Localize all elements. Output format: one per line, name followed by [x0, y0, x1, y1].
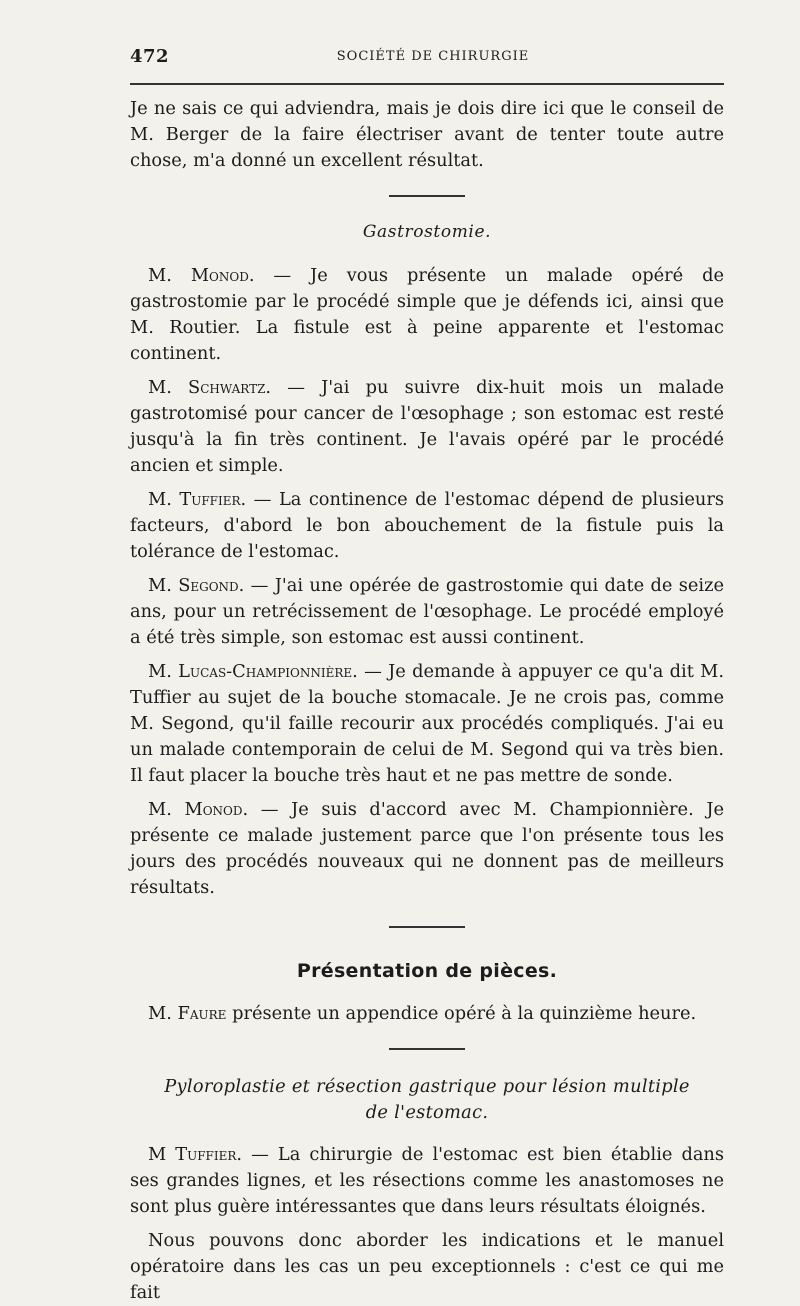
paragraph-text: — La continence de l'estomac dépend de plusieurs facteurs, d'abord le bon abouchement de la fistule puis la tolérance de l'estomac.	[130, 489, 725, 562]
paragraph-text: — Je demande à appuyer ce qu'a dit M. Tuffier au sujet de la bouche stomacale. Je ne crois pas, comme M. Segond, qu'il faille recourir aux procédés compliqués. J'ai eu un malade contemporain de celui de M. Segond qui va très bien. Il faut placer la bouche très haut et ne pas mettre de sonde.	[130, 661, 724, 786]
speaker-prefix: M.	[148, 489, 180, 510]
speaker-prefix: M.	[148, 799, 185, 820]
paragraph	[130, 1228, 724, 1306]
intro-paragraph: Je ne sais ce qui adviendra, mais je dois dire ici que le conseil de M. Berger de la faire électriser avant de tenter toute autre chose, m'a donné un excellent résultat.	[130, 98, 724, 171]
page-number: 472	[130, 46, 170, 67]
paragraph	[130, 573, 724, 651]
speaker-name: Tuffier.	[179, 489, 247, 510]
paragraph-text: présente un appendice opéré à la quinzième heure.	[226, 1003, 697, 1024]
speaker-name: Monod.	[190, 265, 255, 286]
section-divider	[389, 195, 465, 197]
paragraph-text: — J'ai pu suivre dix-huit mois un malade gastrotomisé pour cancer de l'œsophage ; son estomac est resté jusqu'à la fin très continent. Je l'avais opéré par le procédé ancien et simple.	[130, 377, 724, 476]
paragraph-text: Nous pouvons donc aborder les indications et le manuel opératoire dans les cas un peu exceptionnels : c'est ce qui me fait	[130, 1230, 724, 1303]
paragraph	[130, 1001, 724, 1027]
speaker-name: Tuffier.	[175, 1144, 243, 1165]
speaker-name: Faure	[177, 1003, 227, 1024]
paragraph	[130, 659, 724, 789]
paragraph-text: — Je vous présente un malade opéré de gastrostomie par le procédé simple que je défends ici, ainsi que M. Routier. La fistule est à peine apparente et l'estomac continent.	[130, 265, 725, 364]
paragraph	[130, 487, 724, 565]
speaker-prefix: M.	[148, 1003, 178, 1024]
paragraph-text: — J'ai une opérée de gastrostomie qui date de seize ans, pour un retrécissement de l'œsophage. Le procédé employé a été très simple, son estomac est aussi continent.	[130, 575, 724, 648]
speaker-name: Lucas-Championnière.	[178, 661, 358, 682]
speaker-prefix: M.	[148, 661, 179, 682]
speaker-name: Segond.	[178, 575, 245, 596]
section-title-gastrostomie: Gastrostomie.	[362, 222, 492, 242]
section-title-pyloroplastie: Pyloroplastie et résection gastrique pour lésion multiple de l'estomac.	[164, 1076, 690, 1123]
section-title-presentation: Présentation de pièces.	[296, 960, 558, 982]
section-divider	[389, 1048, 465, 1050]
speaker-prefix: M.	[148, 377, 189, 398]
header-rule	[130, 83, 724, 85]
paragraph	[130, 263, 724, 367]
paragraph-text: — Je suis d'accord avec M. Championnière. Je présente ce malade justement parce que l'on présente tous les jours des procédés nouveaux qui ne donnent pas de meilleurs résultats.	[130, 799, 724, 898]
paragraph	[130, 375, 724, 479]
speaker-prefix: M	[148, 1144, 176, 1165]
speaker-prefix: M.	[148, 265, 191, 286]
body-text	[130, 96, 724, 1306]
paragraph-text: — La chirurgie de l'estomac est bien établie dans ses grandes lignes, et les résections comme les anastomoses ne sont plus guère intéressantes que dans leurs résultats éloignés.	[130, 1144, 725, 1217]
paragraph	[130, 1142, 724, 1220]
speaker-prefix: M.	[148, 575, 179, 596]
speaker-name: Monod.	[184, 799, 249, 820]
speaker-name: Schwartz.	[188, 377, 272, 398]
running-title: SOCIÉTÉ DE CHIRURGIE	[336, 49, 530, 64]
section-divider	[389, 926, 465, 928]
paragraph	[130, 797, 724, 901]
page-header	[130, 46, 724, 68]
